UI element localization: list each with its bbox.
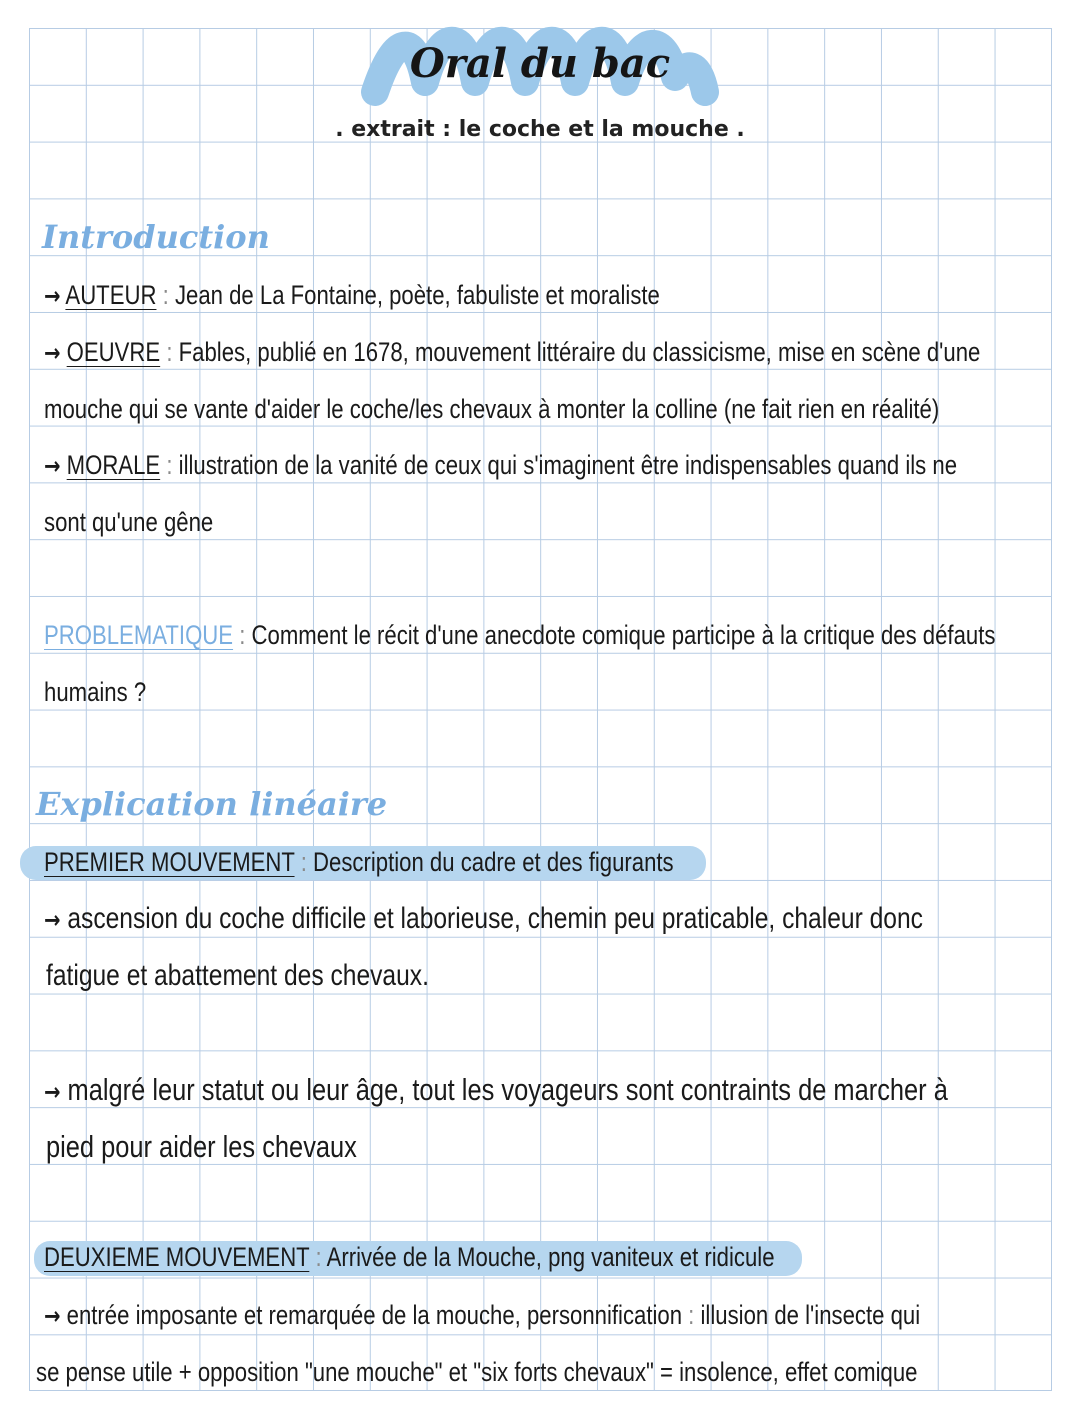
mouvement-2-label: DEUXIEME MOUVEMENT — [44, 1242, 310, 1272]
problematique-text: Comment le récit d'une anecdote comique participe à la critique des défauts — [251, 620, 996, 650]
page-subtitle: . extrait : le coche et la mouche . — [335, 117, 745, 142]
mouvement-2-point-1-text-b: illusion de l'insecte qui — [700, 1300, 921, 1330]
page-title: Oral du bac — [409, 40, 671, 87]
mouvement-1-point-1-continued: fatigue et abattement des chevaux. — [46, 959, 429, 992]
mouvement-1-label: PREMIER MOUVEMENT — [44, 847, 295, 877]
arrow-icon: → — [44, 1302, 61, 1330]
colon: : — [239, 620, 246, 650]
morale-text-continued: sont qu'une gêne — [44, 507, 214, 537]
mouvement-1-point-1 — [44, 904, 923, 934]
mouvement-1-title: Description du cadre et des figurants — [313, 847, 674, 877]
oeuvre-text-continued: mouche qui se vante d'aider le coche/les chevaux à monter la colline (ne fait rien en réalité) — [44, 394, 940, 424]
morale-line — [44, 452, 957, 479]
mouvement-2-point-1-text: entrée imposante et remarquée de la mouche, personnification — [66, 1300, 683, 1330]
mouvement-2-point-1-continued: se pense utile + opposition "une mouche" et "six forts chevaux" = insolence, effet comique — [36, 1357, 918, 1387]
colon: : — [166, 337, 173, 367]
mouvement-1-point-1-text: ascension du coche difficile et laborieuse, chemin peu praticable, chaleur donc — [67, 902, 923, 935]
auteur-text: Jean de La Fontaine, poète, fabuliste et moraliste — [174, 280, 660, 310]
mouvement-2-point-1 — [44, 1302, 920, 1329]
problematique-line — [44, 622, 995, 649]
colon: : — [300, 847, 307, 877]
mouvement-1-point-2 — [44, 1074, 948, 1105]
colon: : — [166, 450, 173, 480]
introduction-heading: Introduction — [42, 218, 270, 256]
mouvement-1-header — [44, 849, 674, 876]
auteur-line — [44, 282, 660, 309]
arrow-icon: → — [44, 282, 61, 310]
oeuvre-text: Fables, publié en 1678, mouvement littéraire du classicisme, mise en scène d'une — [178, 337, 981, 367]
problematique-text-continued: humains ? — [44, 677, 147, 707]
oeuvre-label: OEUVRE — [66, 337, 161, 367]
arrow-icon: → — [44, 452, 61, 480]
arrow-icon: → — [44, 339, 61, 367]
mouvement-1-point-2-text: malgré leur statut ou leur âge, tout les voyageurs sont contraints de marcher à — [67, 1072, 948, 1107]
colon: : — [688, 1300, 695, 1330]
auteur-label: AUTEUR — [65, 280, 157, 310]
colon: : — [315, 1242, 322, 1272]
problematique-label: PROBLEMATIQUE — [44, 620, 234, 650]
morale-label: MORALE — [66, 450, 161, 480]
arrow-icon: → — [44, 906, 61, 934]
mouvement-2-title: Arrivée de la Mouche, png vaniteux et ridicule — [326, 1242, 775, 1272]
oeuvre-line — [44, 339, 980, 366]
mouvement-1-point-2-continued: pied pour aider les chevaux — [46, 1129, 357, 1164]
explication-heading: Explication linéaire — [36, 785, 388, 823]
colon: : — [162, 280, 169, 310]
mouvement-2-header — [44, 1244, 775, 1271]
morale-text: illustration de la vanité de ceux qui s'imaginent être indispensables quand ils ne — [178, 450, 958, 480]
arrow-icon: → — [44, 1078, 61, 1106]
